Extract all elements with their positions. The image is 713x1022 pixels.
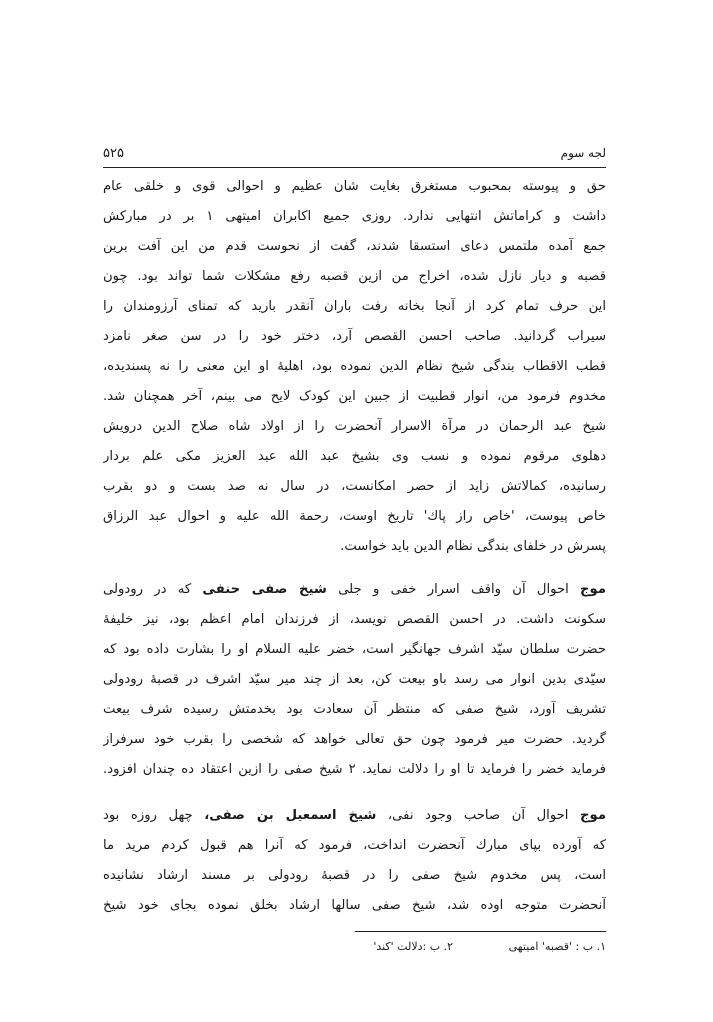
- text-line: فرماید خضر را فرماید تا او را دلالت نماید. ۲ شیخ صفی را ازین اعتقاد ده چندان افزود.: [103, 762, 606, 777]
- text-line: حضرت سلطان سیّد اشرف جهانگیر است، خضر علیه السلام او را بشارت داده بود که: [103, 642, 606, 657]
- header-rule: [103, 167, 606, 168]
- paragraph-heading-line: [103, 806, 606, 826]
- text-line: سیّدی بدین انوار می رسد باو بیعت کن، بعد از چند میر سیّد اشرف در قصبهٔ رودولی: [103, 672, 606, 687]
- text-line: است، پس مخدوم شیخ صفی را در قصبهٔ رودولی بر مسند ارشاد نشانیده: [103, 868, 606, 883]
- mawj-label: موج: [580, 582, 606, 597]
- footnote-1: ۱. ب : 'قصبه' امیتهی: [508, 940, 606, 953]
- text-line: آنحضرت متوجه اوده شد، شیخ صفی سالها ارشاد بخلق نموده بجای خود شیخ: [103, 898, 606, 913]
- mawj-label: موج: [580, 808, 606, 823]
- text-line: که آورده بپای مبارك آنحضرت انداخت، فرمود که آنرا هم قبول کردم مرید ما: [103, 838, 606, 853]
- heading-text: که در رودولی: [103, 582, 192, 597]
- page-number: ۵۲۵: [103, 146, 124, 161]
- text-line: داشت و کراماتش انتهایی ندارد. روزی جمیع اکابران امیتهی ۱ بر در مبارکش: [103, 209, 606, 224]
- text-line: قصبه و دیار نازل شده، اخراج من ازین قصبه رفع مشکلات شما تواند بود. چون: [103, 269, 606, 284]
- text-line: سیراب گردانید. صاحب احسن القصص آرد، دختر خود را در سن صغر نامزد: [103, 329, 606, 344]
- heading-text: احوال آن صاحب وجود نفی،: [387, 808, 569, 823]
- heading-text: احوال آن واقف اسرار خفی و جلی: [338, 582, 569, 597]
- text-line: رسانیده، کمالاتش زاید از حصر امکانست، در سال نه صد بست و دو بقرب: [103, 479, 606, 494]
- text-line: این حرف تمام کرد از آنجا بخانه رفت باران آنقدر بارید که تمنای آرزومندان را: [103, 299, 606, 314]
- person-name: شیخ صفی حنفی: [202, 582, 327, 597]
- text-line: جمع آمده ملتمس دعای استسقا شدند، گفت از نحوست قدم من این آفت برین: [103, 239, 606, 254]
- person-name: شیخ اسمعیل بن صفی،: [204, 808, 377, 823]
- text-line: دهلوی مرقوم نموده و نسب وی بشیخ عبد الله عبد العزیز مکی علم بردار: [103, 449, 606, 464]
- text-line: سکونت داشت. در احسن القصص نویسد، از فرزندان امام اعظم بود، نیز خلیفهٔ: [103, 612, 606, 627]
- text-line: پسرش در خلفای بندگی نظام الدین باید خواست.: [340, 539, 606, 554]
- heading-text: چهل روزه بود: [103, 808, 193, 823]
- text-line: حق و پیوسته بمحبوب مستغرق بغایت شان عظیم و احوالی قوی و خلقی عام: [103, 179, 606, 194]
- text-line: تشریف آورد، شیخ صفی که منتظر آن سعادت بود بخدمتش رسیده شرف بیعت: [103, 702, 606, 717]
- footnote-2: ۲. ب :دلالت 'کند': [373, 940, 453, 953]
- text-line: خاص پیوست، 'خاص راز پاك' تاریخ اوست، رحمة الله علیه و احوال عبد الرزاق: [103, 509, 606, 524]
- text-line: قطب الاقطاب بندگی شیخ نظام الدین نموده بود، اهلیهٔ او این معنی را نه پسندیده،: [103, 359, 606, 374]
- text-line: شیخ عبد الرحمان در مرآة الاسرار آنحضرت را از اولاد شاه صلاح الدین درویش: [103, 419, 606, 434]
- footnote-rule: [355, 931, 606, 932]
- text-line: مخدوم فرمود من، انوار قطبیت از جبین این کودک لایح می بینم، آخر همچنان شد.: [103, 389, 606, 404]
- text-line: گردید. حضرت میر فرمود چون حق تعالی خواهد که شخصی را بقرب خود سرفراز: [103, 732, 606, 747]
- running-title: لجه سوم: [560, 146, 606, 160]
- page-header: [103, 146, 606, 166]
- paragraph-heading-line: [103, 580, 606, 600]
